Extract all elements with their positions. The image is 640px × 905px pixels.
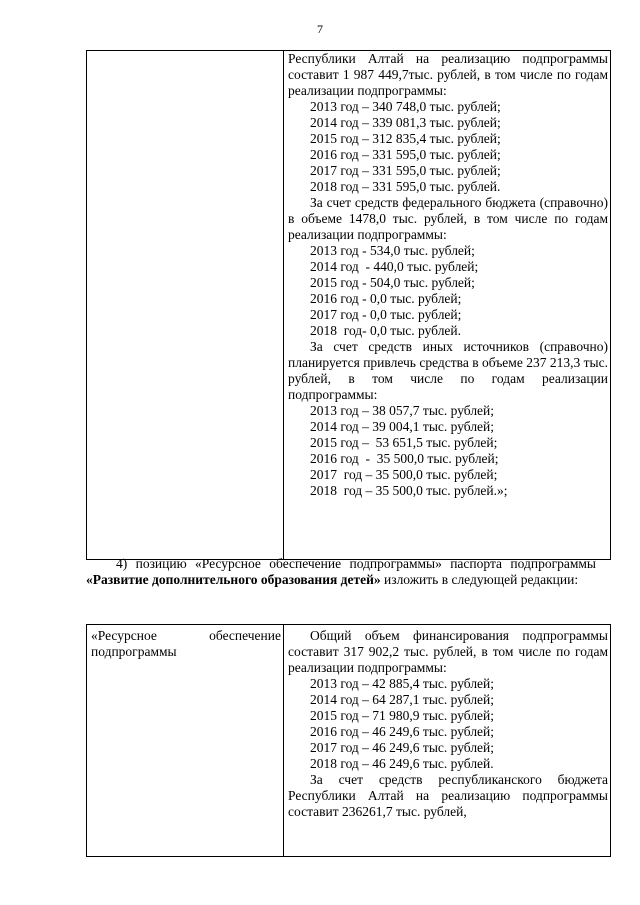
year-line: 2014 год - 440,0 тыс. рублей;: [310, 259, 479, 274]
year-line: 2017 год - 0,0 тыс. рублей;: [310, 307, 462, 322]
year-list-total: [288, 676, 608, 772]
year-line: 2014 год – 339 081,3 тыс. рублей;: [310, 115, 501, 130]
table-row: [87, 51, 611, 560]
funding-intro-text: Республики Алтай на реализацию подпрограммы составит 1 987 449,7тыс. рублей, в том числе по годам реализации подпрограммы:: [288, 51, 608, 98]
paragraph-lead-text: 4) позицию «Ресурсное обеспечение подпрограммы» паспорта подпрограммы: [116, 556, 596, 571]
other-sources-text: За счет средств иных источников (справочно) планируется привлечь средства в объеме 237 213,3 тыс. рублей, в том числе по годам реализации подпрограммы:: [288, 339, 608, 402]
year-line: 2017 год – 331 595,0 тыс. рублей;: [310, 163, 501, 178]
year-line: 2013 год – 38 057,7 тыс. рублей;: [310, 403, 495, 418]
table-cell-label: «Ресурсное обеспечение подпрограммы: [87, 625, 284, 857]
paragraph-tail-text: изложить в следующей редакции:: [380, 572, 579, 587]
republic-budget-text: За счет средств республиканского бюджета Республики Алтай на реализацию подпрограммы составит 236261,7 тыс. рублей,: [288, 772, 608, 819]
year-list-regional: [288, 99, 608, 195]
year-line: 2015 год – 71 980,9 тыс. рублей;: [310, 708, 495, 723]
year-line: 2017 год – 35 500,0 тыс. рублей;: [310, 467, 498, 482]
table-cell-funding: [284, 625, 611, 857]
year-line: 2018 год – 46 249,6 тыс. рублей.: [310, 756, 494, 771]
year-line: 2014 год – 39 004,1 тыс. рублей;: [310, 419, 495, 434]
subprogram-title: «Развитие дополнительного образования детей»: [86, 572, 381, 587]
year-line: 2016 год - 0,0 тыс. рублей;: [310, 291, 462, 306]
table-cell-funding: [284, 51, 611, 560]
year-line: 2016 год – 46 249,6 тыс. рублей;: [310, 724, 495, 739]
table-row: [87, 625, 611, 857]
year-line: 2018 год – 35 500,0 тыс. рублей.»;: [310, 483, 508, 498]
year-list-federal: [288, 243, 608, 339]
year-line: 2015 год – 312 835,4 тыс. рублей;: [310, 131, 501, 146]
year-line: 2014 год – 64 287,1 тыс. рублей;: [310, 692, 495, 707]
year-line: 2013 год – 42 885,4 тыс. рублей;: [310, 676, 495, 691]
year-line: 2018 год- 0,0 тыс. рублей.: [310, 323, 462, 338]
table-cell-label-empty: [87, 51, 284, 560]
year-line: 2013 год - 534,0 тыс. рублей;: [310, 243, 475, 258]
federal-budget-text: За счет средств федерального бюджета (справочно) в объеме 1478,0 тыс. рублей, в том числе по годам реализации подпрограммы:: [288, 195, 608, 242]
total-funding-text: Общий объем финансирования подпрограммы составит 317 902,2 тыс. рублей, в том числе по годам реализации подпрограммы:: [288, 628, 608, 675]
year-line: 2017 год – 46 249,6 тыс. рублей;: [310, 740, 495, 755]
year-line: 2013 год – 340 748,0 тыс. рублей;: [310, 99, 501, 114]
amendment-paragraph: [86, 556, 596, 588]
year-line: 2015 год - 504,0 тыс. рублей;: [310, 275, 475, 290]
year-list-other: [288, 403, 608, 499]
resource-table-new: [86, 624, 611, 857]
year-line: 2015 год – 53 651,5 тыс. рублей;: [310, 435, 498, 450]
year-line: 2018 год – 331 595,0 тыс. рублей.: [310, 179, 501, 194]
page-number: 7: [317, 22, 323, 36]
year-line: 2016 год – 331 595,0 тыс. рублей;: [310, 147, 501, 162]
year-line: 2016 год - 35 500,0 тыс. рублей;: [310, 451, 499, 466]
resource-table-continued: [86, 50, 611, 560]
